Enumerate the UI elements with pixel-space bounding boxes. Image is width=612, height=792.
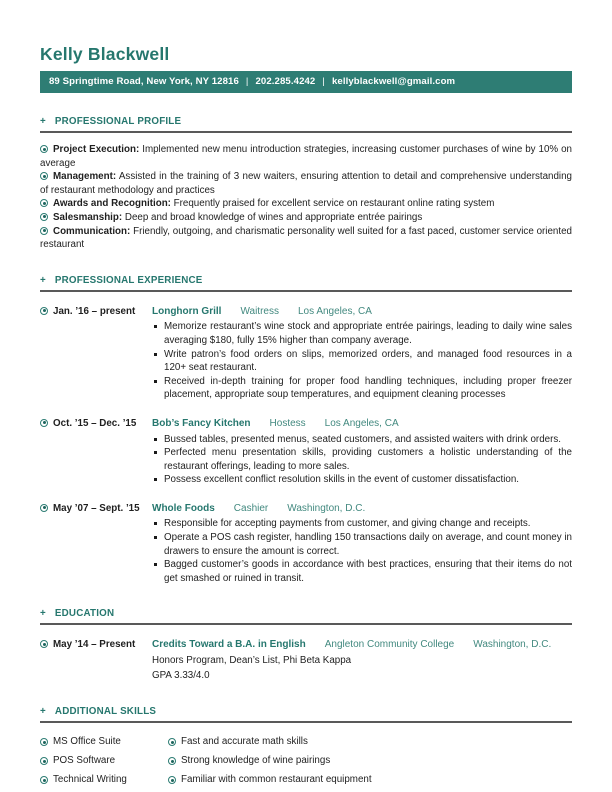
job-bullet: Perfected menu presentation skills, providing customers a holistic understanding of the restaurant offerings, leading to more sales. (152, 446, 572, 473)
profile-item-label: Management: (53, 171, 117, 183)
job-role: Waitress (240, 305, 279, 317)
job-bullet: Bagged customer’s goods in accordance with best practices, ensuring that their items do not get smashed or ruined in transit. (152, 558, 572, 585)
plus-icon: + (40, 706, 46, 718)
job-role: Cashier (233, 502, 269, 514)
plus-icon: + (40, 608, 46, 620)
profile-item-text: Friendly, outgoing, and charismatic personality well suited for a fast paced, customer service oriented restaurant (40, 225, 572, 251)
job-bullet: Responsible for accepting payments from customer, and giving change and receipts. (152, 517, 572, 531)
target-bullet-icon (40, 776, 48, 784)
target-bullet-icon (40, 172, 48, 180)
profile-item (40, 225, 572, 252)
target-bullet-icon (40, 227, 48, 235)
job-date-text: Jan. ’16 – present (53, 305, 136, 317)
contact-separator: | (322, 76, 325, 87)
section-heading-professional-profile (40, 116, 572, 133)
target-bullet-icon (40, 145, 48, 153)
section-title: ADDITIONAL SKILLS (54, 706, 157, 718)
skill-item (40, 773, 162, 787)
education-header (152, 638, 572, 652)
profile-item-text: Deep and broad knowledge of wines and appropriate entrée pairings (122, 211, 423, 223)
section-title: PROFESSIONAL EXPERIENCE (54, 274, 203, 286)
experience-entry (40, 417, 572, 487)
education-date (40, 638, 152, 683)
job-header (152, 502, 572, 516)
job-date (40, 305, 152, 402)
education-degree: Credits Toward a B.A. in English (152, 639, 306, 651)
experience-list (40, 305, 572, 586)
contact-address: 89 Springtime Road, New York, NY 12816 (49, 76, 239, 87)
skill-item (40, 754, 162, 768)
education-school: Angleton Community College (324, 639, 455, 651)
job-date (40, 417, 152, 487)
person-name: Kelly Blackwell (40, 44, 170, 64)
education-entry (40, 638, 572, 683)
job-location: Los Angeles, CA (324, 417, 399, 429)
job-bullet-list (152, 320, 572, 402)
profile-list (40, 143, 572, 252)
job-bullet: Possess excellent conflict resolution skills in the event of customer dissatisfaction. (152, 473, 572, 487)
education-location: Washington, D.C. (473, 639, 552, 651)
plus-icon: + (40, 116, 46, 127)
job-bullet-list (152, 517, 572, 585)
target-bullet-icon (168, 757, 176, 765)
skills-column-2 (168, 735, 372, 792)
skill-item (168, 735, 372, 749)
profile-item-label: Awards and Recognition: (53, 198, 171, 210)
contact-bar (40, 71, 572, 93)
job-bullet: Operate a POS cash register, handling 150 transactions daily on average, and count money in drawers to ensure the amount is correct. (152, 531, 572, 558)
education-honors: Honors Program, Dean’s List, Phi Beta Kappa (152, 655, 352, 667)
job-bullet: Received in-depth training for proper food handling techniques, including proper freezer placement, appropriate soup temperatures, and equipment cleaning processes (152, 375, 572, 402)
target-bullet-icon (40, 757, 48, 765)
skill-label: Technical Writing (53, 774, 127, 786)
profile-item (40, 170, 572, 197)
target-bullet-icon (168, 738, 176, 746)
skill-label: Fast and accurate math skills (181, 736, 308, 748)
skills-column-1 (40, 735, 162, 792)
job-company: Bob’s Fancy Kitchen (152, 417, 251, 429)
profile-item (40, 143, 572, 170)
job-company: Whole Foods (152, 502, 215, 514)
job-company: Longhorn Grill (152, 305, 222, 317)
section-heading-professional-experience (40, 275, 572, 292)
section-heading-education (40, 608, 572, 625)
job-bullet: Write patron’s food orders on slips, memorized orders, and managed food resources in a 120+ seat restaurant. (152, 348, 572, 375)
target-bullet-icon (40, 419, 48, 427)
skills-area (40, 735, 572, 792)
education-gpa: GPA 3.33/4.0 (152, 669, 210, 681)
skill-item (40, 735, 162, 749)
job-location: Los Angeles, CA (297, 305, 372, 317)
skill-item (168, 754, 372, 768)
contact-email: kellyblackwell@gmail.com (331, 76, 456, 87)
target-bullet-icon (40, 307, 48, 315)
profile-item-text: Frequently praised for excellent service on restaurant online rating system (170, 198, 495, 210)
profile-item-label: Salesmanship: (53, 211, 123, 223)
job-role: Hostess (269, 417, 306, 429)
profile-item (40, 197, 572, 211)
skill-label: Strong knowledge of wine pairings (181, 755, 331, 767)
experience-entry (40, 502, 572, 586)
profile-item-label: Project Execution: (53, 144, 140, 155)
profile-item (40, 211, 572, 225)
job-bullet: Memorize restaurant’s wine stock and appropriate entrée pairings, leading to daily wine sales averaging $180, fully 15% higher than company average. (152, 320, 572, 347)
job-bullet-list (152, 433, 572, 487)
job-header (152, 417, 572, 431)
target-bullet-icon (40, 199, 48, 207)
profile-item-text: Assisted in the training of 3 new waiters, ensuring attention to detail and comprehensive understanding of restaurant methodology and practices (40, 171, 572, 196)
plus-icon: + (40, 274, 46, 286)
job-date (40, 502, 152, 586)
target-bullet-icon (40, 738, 48, 746)
target-bullet-icon (168, 776, 176, 784)
contact-separator: | (245, 76, 249, 87)
skill-label: MS Office Suite (53, 736, 121, 748)
target-bullet-icon (40, 504, 48, 512)
profile-item-text: Implemented new menu introduction strategies, increasing customer purchases of wine by 10% on average (40, 144, 572, 169)
profile-item-label: Communication: (53, 225, 131, 237)
education-date-text: May ’14 – Present (53, 639, 136, 651)
skill-item (168, 773, 372, 787)
job-location: Washington, D.C. (287, 502, 366, 514)
skill-label: Familiar with common restaurant equipment (181, 774, 372, 786)
job-date-text: Oct. ’15 – Dec. ’15 (53, 417, 137, 429)
contact-phone: 202.285.4242 (255, 76, 316, 87)
skill-label: POS Software (53, 755, 116, 767)
section-title: PROFESSIONAL PROFILE (54, 116, 182, 127)
target-bullet-icon (40, 640, 48, 648)
target-bullet-icon (40, 213, 48, 221)
job-bullet: Bussed tables, presented menus, seated customers, and assisted waiters with drink orders. (152, 433, 572, 447)
experience-entry (40, 305, 572, 402)
section-title: EDUCATION (54, 608, 115, 620)
job-header (152, 305, 572, 319)
job-date-text: May ’07 – Sept. ’15 (53, 502, 140, 514)
section-heading-additional-skills (40, 706, 572, 723)
